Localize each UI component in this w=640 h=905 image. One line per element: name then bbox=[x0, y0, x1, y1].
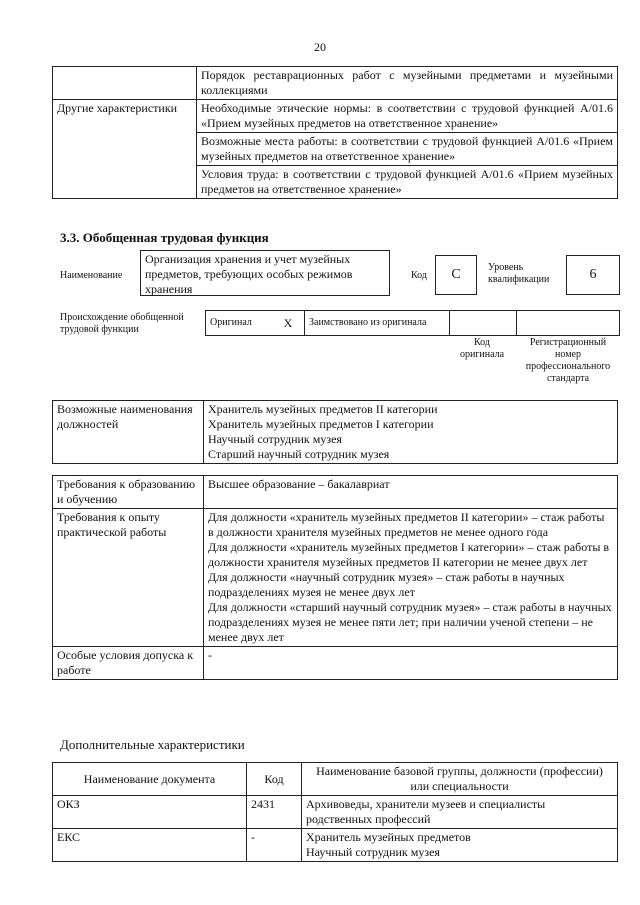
origin-mark: X bbox=[272, 311, 305, 336]
table-row bbox=[53, 100, 618, 133]
table-cell-doc: ЕКС bbox=[53, 829, 247, 862]
origin-reg-caption: Регистрационный номер профессионального стандарта bbox=[525, 337, 611, 384]
list-item: Архивоведы, хранители музеев и специалисты родственных профессий bbox=[306, 797, 546, 826]
list-item: Высшее образование – бакалавриат bbox=[208, 477, 390, 491]
positions-table bbox=[52, 400, 618, 464]
list-item: Для должности «хранитель музейных предметов I категории» – стаж работы в должности хранителя музейных предметов II категории не менее двух лет bbox=[208, 540, 610, 569]
column-header: Наименование документа bbox=[53, 763, 247, 796]
level-field: 6 bbox=[566, 255, 620, 295]
list-item: Хранитель музейных предметов II категории bbox=[208, 402, 438, 416]
table-cell-label: Требования к опыту практической работы bbox=[53, 509, 204, 647]
additional-title: Дополнительные характеристики bbox=[60, 737, 245, 752]
table-cell-value bbox=[204, 509, 618, 647]
table-cell-value: Условия труда: в соответствии с трудовой функцией А/01.6 «Прием музейных предметов на ответственное хранение» bbox=[197, 166, 618, 199]
table-cell-value: Возможные места работы: в соответствии с трудовой функцией А/01.6 «Прием музейных предметов на ответственное хранение» bbox=[197, 133, 618, 166]
origin-label: Происхождение обобщенной трудовой функции bbox=[60, 312, 184, 335]
table-cell-label: Особые условия допуска к работе bbox=[53, 647, 204, 680]
table-row bbox=[53, 401, 618, 464]
table-row bbox=[53, 67, 618, 100]
table-cell-label bbox=[53, 67, 197, 100]
origin-borrowed-label: Заимствовано из оригинала bbox=[305, 311, 450, 336]
column-header: Код bbox=[247, 763, 302, 796]
table-cell-doc: ОКЗ bbox=[53, 796, 247, 829]
function-name-field: Организация хранения и учет музейных предметов, требующих особых режимов хранения bbox=[140, 250, 390, 296]
table-cell-value bbox=[204, 401, 618, 464]
list-item: Хранитель музейных предметов bbox=[306, 830, 471, 844]
origin-original-label: Оригинал bbox=[206, 311, 273, 336]
list-item: Научный сотрудник музея bbox=[306, 845, 440, 859]
table-cell-code: - bbox=[247, 829, 302, 862]
table-cell-code: 2431 bbox=[247, 796, 302, 829]
table-cell-value: Необходимые этические нормы: в соответствии с трудовой функцией А/01.6 «Прием музейных предметов на ответственное хранение» bbox=[197, 100, 618, 133]
table-cell-label: Требования к образованию и обучению bbox=[53, 476, 204, 509]
list-item: Для должности «старший научный сотрудник музея» – стаж работы в научных подразделениях музея не менее пяти лет; при наличии ученой степени – не менее двух лет bbox=[208, 600, 612, 644]
table-cell-name bbox=[302, 796, 618, 829]
requirements-table bbox=[52, 475, 618, 680]
table-cell-label: Другие характеристики bbox=[53, 100, 197, 199]
table-cell-value bbox=[204, 476, 618, 509]
code-field: С bbox=[435, 255, 477, 295]
origin-reg-cell bbox=[517, 311, 620, 336]
table-row bbox=[53, 829, 618, 862]
list-item: - bbox=[208, 648, 212, 662]
section-title: 3.3. Обобщенная трудовая функция bbox=[60, 230, 269, 245]
list-item: Старший научный сотрудник музея bbox=[208, 447, 390, 461]
additional-table bbox=[52, 762, 618, 862]
list-item: Для должности «научный сотрудник музея» – стаж работы в научных подразделениях музея не менее двух лет bbox=[208, 570, 565, 599]
table-cell-label: Возможные наименования должностей bbox=[53, 401, 204, 464]
column-header: Наименование базовой группы, должности (профессии) или специальности bbox=[302, 763, 618, 796]
code-label: Код bbox=[411, 270, 427, 281]
table-row bbox=[206, 311, 620, 336]
origin-code-cell bbox=[450, 311, 517, 336]
table-cell-name bbox=[302, 829, 618, 862]
name-label: Наименование bbox=[60, 270, 123, 281]
other-characteristics-table bbox=[52, 66, 618, 199]
table-row bbox=[53, 796, 618, 829]
table-cell-value: Порядок реставрационных работ с музейными предметами и музейными коллекциями bbox=[197, 67, 618, 100]
table-cell-value bbox=[204, 647, 618, 680]
table-row bbox=[53, 476, 618, 509]
list-item: Научный сотрудник музея bbox=[208, 432, 342, 446]
table-row bbox=[53, 647, 618, 680]
origin-table bbox=[205, 310, 620, 336]
list-item: Хранитель музейных предметов I категории bbox=[208, 417, 434, 431]
table-row bbox=[53, 509, 618, 647]
page-number: 20 bbox=[314, 40, 326, 54]
level-label: Уровень квалификации bbox=[488, 262, 550, 285]
origin-code-caption: Код оригинала bbox=[459, 337, 505, 360]
table-header-row bbox=[53, 763, 618, 796]
list-item: Для должности «хранитель музейных предметов II категории» – стаж работы в должности хранителя музейных предметов не менее одного года bbox=[208, 510, 605, 539]
